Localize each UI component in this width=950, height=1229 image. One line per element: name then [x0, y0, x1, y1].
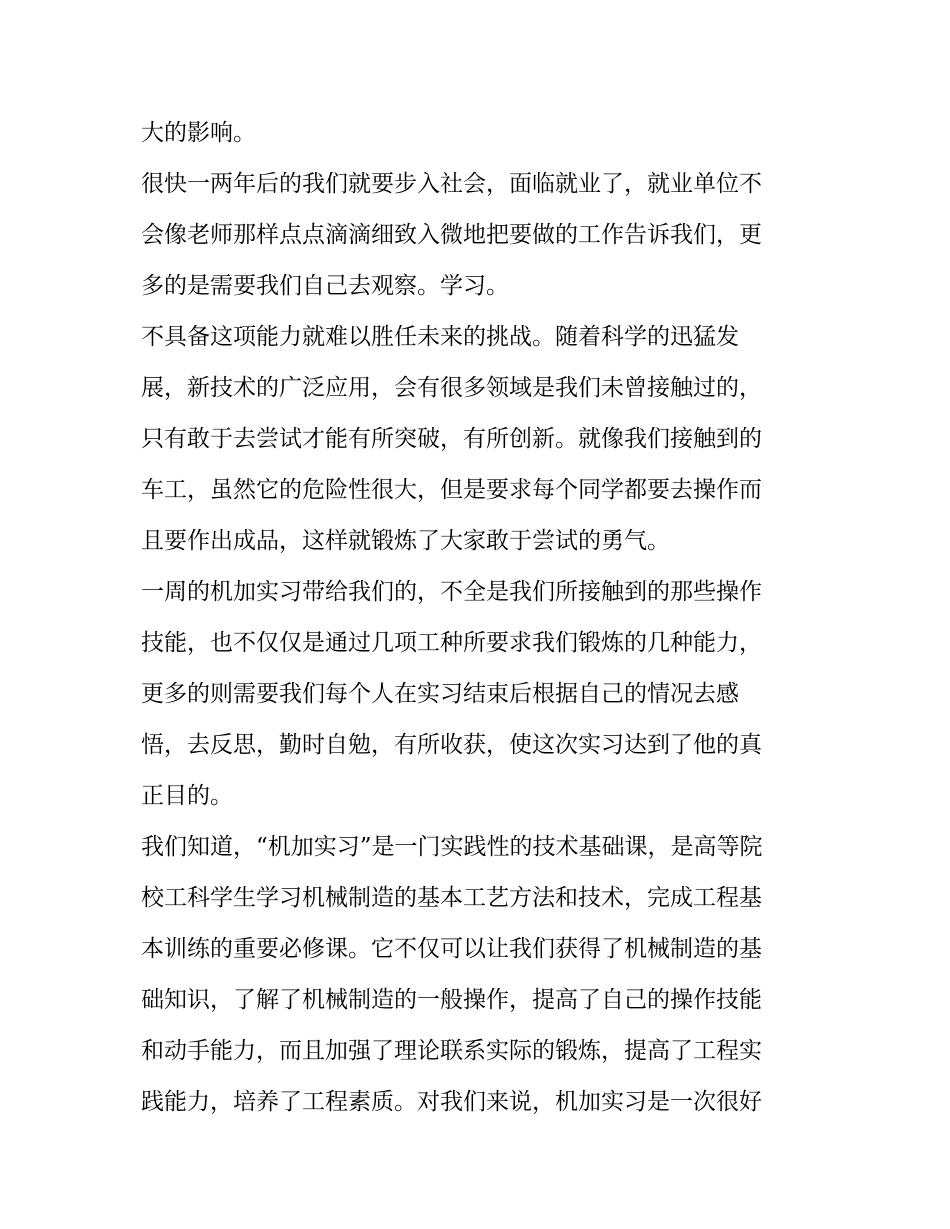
- text-line: 更多的则需要我们每个人在实习结束后根据自己的情况去感: [141, 681, 739, 707]
- text-line: 很快一两年后的我们就要步入社会，面临就业了，就业单位不: [141, 171, 762, 197]
- text-line: 础知识，了解了机械制造的一般操作，提高了自己的操作技能: [141, 987, 762, 1013]
- text-line: 技能，也不仅仅是通过几项工种所要求我们锻炼的几种能力，: [141, 630, 762, 656]
- text-line: 多的是需要我们自己去观察。学习。: [141, 273, 509, 299]
- text-line: 和动手能力，而且加强了理论联系实际的锻炼，提高了工程实: [141, 1038, 762, 1064]
- text-line: 不具备这项能力就难以胜任未来的挑战。随着科学的迅猛发: [141, 324, 739, 350]
- text-line: 本训练的重要必修课。它不仅可以让我们获得了机械制造的基: [141, 936, 762, 962]
- text-line: 展，新技术的广泛应用，会有很多领域是我们未曾接触过的，: [141, 375, 762, 401]
- text-line: 校工科学生学习机械制造的基本工艺方法和技术，完成工程基: [141, 885, 762, 911]
- text-line: 正目的。: [141, 783, 233, 809]
- text-line: 车工，虽然它的危险性很大，但是要求每个同学都要去操作而: [141, 477, 762, 503]
- body-text: [141, 108, 813, 1128]
- text-line: 践能力，培养了工程素质。对我们来说，机加实习是一次很好: [141, 1089, 762, 1115]
- text-line: 悟，去反思，勤时自勉，有所收获，使这次实习达到了他的真: [141, 732, 762, 758]
- text-line: 且要作出成品，这样就锻炼了大家敢于尝试的勇气。: [141, 528, 670, 554]
- text-line: 只有敢于去尝试才能有所突破，有所创新。就像我们接触到的: [141, 426, 762, 452]
- text-line: 一周的机加实习带给我们的，不全是我们所接触到的那些操作: [141, 579, 762, 605]
- text-line: 我们知道，“机加实习”是一门实践性的技术基础课，是高等院: [141, 834, 763, 860]
- text-line: 大的影响。: [141, 120, 256, 146]
- text-line: 会像老师那样点点滴滴细致入微地把要做的工作告诉我们，更: [141, 222, 762, 248]
